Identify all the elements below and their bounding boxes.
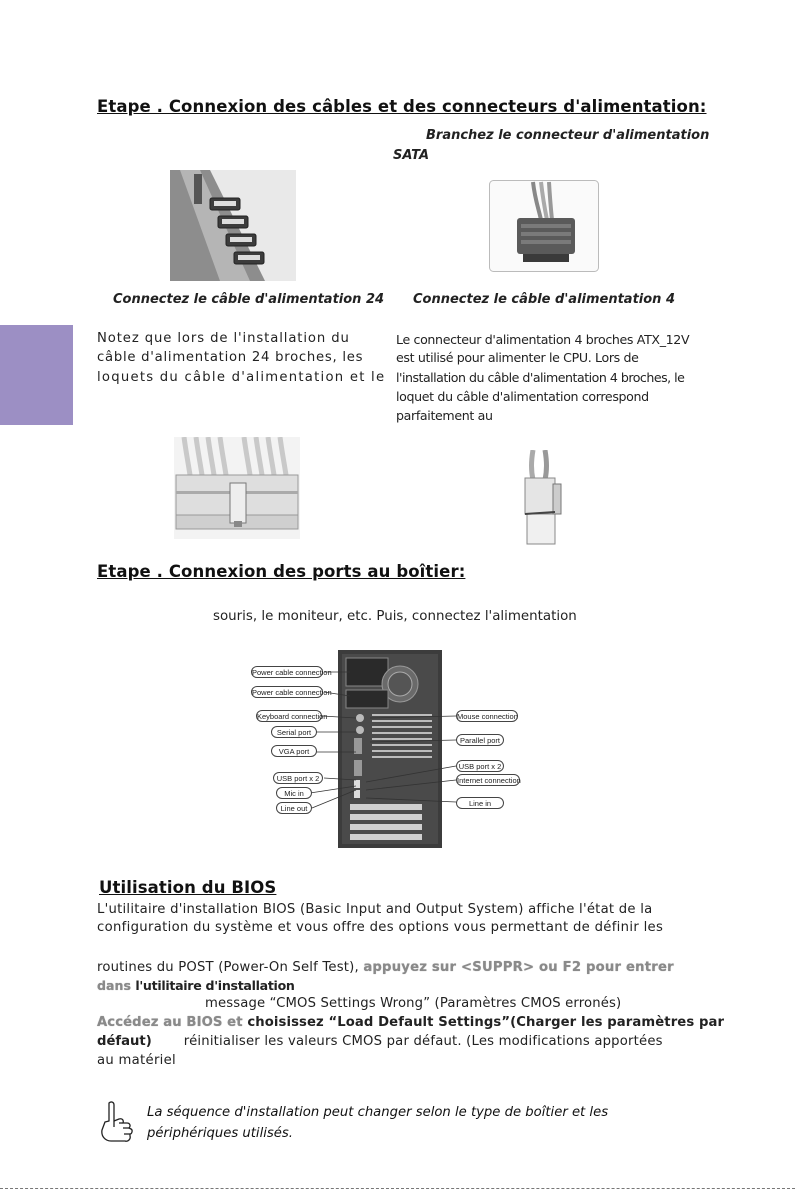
caption-24pin: Connectez le câble d'alimentation 24 — [113, 292, 385, 307]
sata-caption-line2: SATA — [393, 148, 430, 163]
sata-motherboard-photo — [170, 170, 296, 281]
label-line-in: Line in — [456, 797, 504, 809]
bios-line7 — [97, 1034, 663, 1049]
left-para-line2: câble d'alimentation 24 broches, les — [97, 350, 364, 365]
label-power-cable-2: Power cable connection — [252, 688, 332, 697]
sata-connector-photo — [489, 180, 599, 272]
label-parallel-port: Parallel port — [456, 734, 504, 746]
label-vga-port: VGA port — [271, 745, 317, 757]
bios-line4-prefix: dans — [97, 978, 136, 993]
bios-line7-default: défaut) — [97, 1034, 152, 1049]
step2-title: Etape . Connexion des ports au boîtier: — [97, 562, 466, 581]
step1-title: Etape . Connexion des câbles et des connecteurs d'alimentation: — [97, 97, 707, 116]
right-para-line3: l'installation du câble d'alimentation 4 broches, le — [396, 370, 685, 385]
step2-text-line: souris, le moniteur, etc. Puis, connectez l'alimentation — [213, 609, 577, 624]
label-mouse: Mouse connection — [457, 712, 518, 721]
label-usb-right: USB port x 2 — [456, 760, 504, 772]
bios-line3-text: routines du POST (Power-On Self Test), — [97, 960, 364, 975]
right-para-line1: Le connecteur d'alimentation 4 broches ATX_12V — [396, 332, 690, 347]
bios-line1: L'utilitaire d'installation BIOS (Basic Input and Output System) affiche l'état de la — [97, 902, 653, 917]
bios-line3 — [97, 960, 674, 975]
bios-line6-prefix: Accédez au BIOS et — [97, 1015, 248, 1030]
bios-line4-utility: l'utilitaire d'installation — [135, 978, 295, 993]
atx24-connector-photo — [174, 437, 300, 539]
label-mic-in: Mic in — [276, 787, 312, 799]
left-para-line1: Notez que lors de l'installation du — [97, 331, 350, 346]
caption-4pin: Connectez le câble d'alimentation 4 — [413, 292, 676, 307]
note-line2: périphériques utilisés. — [147, 1126, 293, 1141]
bios-line5: message “CMOS Settings Wrong” (Paramètres CMOS erronés) — [205, 996, 622, 1011]
label-keyboard: Keyboard connection — [257, 712, 328, 721]
bios-line6-load-default: choisissez “Load Default Settings”(Charger les paramètres par — [247, 1015, 725, 1030]
right-para-line4: loquet du câble d'alimentation correspond — [396, 389, 649, 404]
bios-title: Utilisation du BIOS — [99, 878, 277, 897]
label-usb-left: USB port x 2 — [273, 772, 323, 784]
left-para-line3: loquets du câble d'alimentation et le — [97, 370, 386, 385]
label-power-cable-1: Power cable connection — [252, 668, 332, 677]
bios-line8: au matériel — [97, 1053, 177, 1068]
label-line-out: Line out — [276, 802, 312, 814]
right-para-line5: parfaitement au — [396, 408, 493, 423]
right-para-line2: est utilisé pour alimenter le CPU. Lors de — [396, 350, 639, 365]
pointing-hand-icon — [97, 1099, 137, 1147]
sata-caption-line1: Branchez le connecteur d'alimentation — [426, 128, 710, 143]
bios-line4 — [97, 978, 295, 993]
bios-line3-key-hint: appuyez sur <SUPPR> ou F2 pour entrer — [363, 960, 674, 975]
page-bottom-divider — [0, 1188, 795, 1189]
chapter-tab — [0, 325, 73, 425]
atx12v-4pin-photo — [515, 450, 571, 548]
bios-line6 — [97, 1015, 724, 1030]
bios-line7-text: réinitialiser les valeurs CMOS par défaut. (Les modifications apportées — [183, 1034, 663, 1049]
note-line1: La séquence d'installation peut changer selon le type de boîtier et les — [147, 1105, 609, 1120]
label-serial-port: Serial port — [271, 726, 317, 738]
label-internet: Internet connection — [457, 776, 521, 785]
bios-line2: configuration du système et vous offre des options vous permettant de définir les — [97, 920, 664, 935]
